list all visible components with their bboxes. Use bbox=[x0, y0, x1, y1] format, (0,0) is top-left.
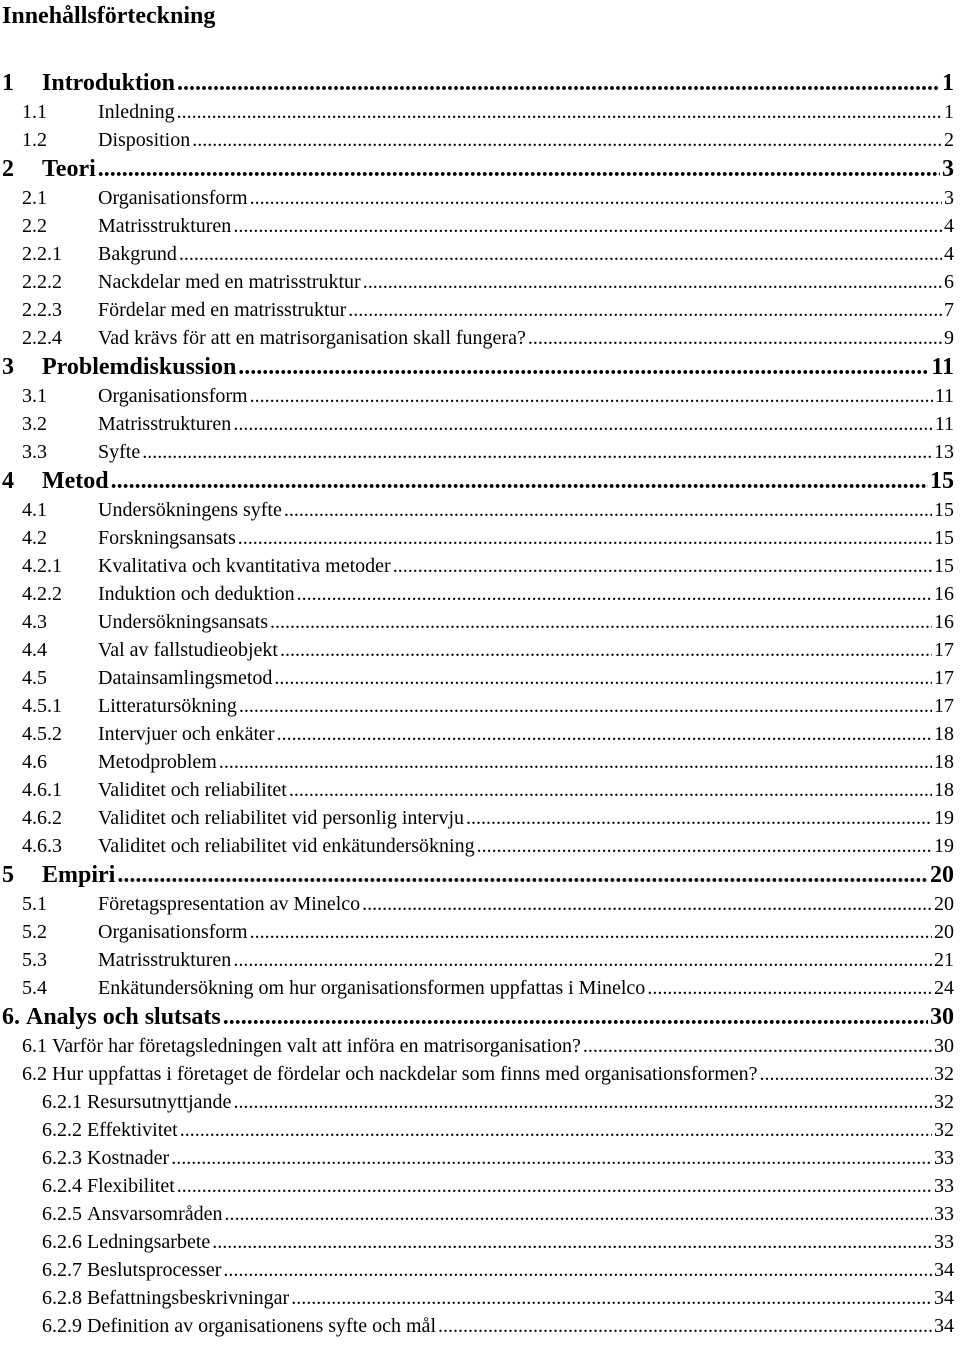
toc-entry-title: Resursutnyttjande bbox=[87, 1091, 232, 1113]
toc-entry-page: 32 bbox=[934, 1063, 954, 1085]
toc-dot-leader bbox=[291, 1284, 932, 1312]
toc-entry[interactable] bbox=[0, 860, 960, 890]
toc-dot-leader bbox=[250, 918, 932, 946]
toc-entry-title: Enkätundersökning om hur organisationsformen uppfattas i Minelco bbox=[98, 977, 646, 999]
toc-entry-title: Fördelar med en matrisstruktur bbox=[98, 299, 347, 321]
toc-entry-page: 11 bbox=[934, 413, 954, 435]
toc-entry-page: 30 bbox=[934, 1035, 954, 1057]
toc-entry-page: 17 bbox=[934, 667, 954, 689]
toc-dot-leader bbox=[250, 184, 942, 212]
toc-entry-page: 6 bbox=[944, 271, 954, 293]
toc-entry[interactable] bbox=[0, 1002, 960, 1032]
toc-entry-number: 2.2 bbox=[22, 215, 47, 237]
toc-entry-page: 21 bbox=[934, 949, 954, 971]
toc-entry-page: 32 bbox=[934, 1091, 954, 1113]
toc-entry[interactable] bbox=[0, 68, 960, 98]
toc-entry-page: 33 bbox=[934, 1203, 954, 1225]
toc-entry[interactable] bbox=[0, 1312, 960, 1340]
toc-entry[interactable] bbox=[0, 946, 960, 974]
toc-entry-number: 4.3 bbox=[22, 611, 47, 633]
toc-entry-title: Empiri bbox=[42, 862, 116, 888]
toc-dot-leader bbox=[760, 1060, 933, 1088]
toc-entry-number: 4.5 bbox=[22, 667, 47, 689]
toc-dot-leader bbox=[583, 1032, 932, 1060]
toc-entry-title: Metod bbox=[42, 468, 109, 494]
toc-entry-page: 34 bbox=[934, 1315, 954, 1337]
toc-entry-number: 3.3 bbox=[22, 441, 47, 463]
toc-entry[interactable] bbox=[0, 608, 960, 636]
toc-entry-number: 2.1 bbox=[22, 187, 47, 209]
toc-entry[interactable] bbox=[0, 1116, 960, 1144]
toc-entry[interactable] bbox=[0, 1032, 960, 1060]
toc-entry[interactable] bbox=[0, 720, 960, 748]
toc-entry-number: 4.6.1 bbox=[22, 779, 62, 801]
toc-entry-number: 2.2.1 bbox=[22, 243, 62, 265]
toc-entry-page: 1 bbox=[942, 70, 954, 96]
toc-dot-leader bbox=[284, 496, 932, 524]
toc-entry-page: 19 bbox=[934, 807, 954, 829]
toc-entry-number: 4.6.3 bbox=[22, 835, 62, 857]
toc-dot-leader bbox=[223, 1256, 932, 1284]
toc-entry-number: 6.2.2 bbox=[42, 1119, 82, 1141]
toc-entry-title: Undersökningsansats bbox=[98, 611, 268, 633]
toc-entry[interactable] bbox=[0, 1172, 960, 1200]
toc-entry[interactable] bbox=[0, 776, 960, 804]
toc-entry[interactable] bbox=[0, 184, 960, 212]
toc-entry-number: 6. bbox=[2, 1004, 20, 1030]
toc-entry-title: Undersökningens syfte bbox=[98, 499, 282, 521]
toc-entry-page: 34 bbox=[934, 1259, 954, 1281]
toc-entry-page: 15 bbox=[934, 527, 954, 549]
toc-entry-number: 4.4 bbox=[22, 639, 47, 661]
toc-dot-leader bbox=[192, 126, 942, 154]
toc-entry-title: Forskningsansats bbox=[98, 527, 236, 549]
toc-entry-title: Vad krävs för att en matrisorganisation skall fungera? bbox=[98, 327, 526, 349]
toc-entry[interactable] bbox=[0, 296, 960, 324]
toc-entry-page: 19 bbox=[934, 835, 954, 857]
toc-entry[interactable] bbox=[0, 410, 960, 438]
toc-entry[interactable] bbox=[0, 126, 960, 154]
toc-entry-page: 20 bbox=[930, 862, 954, 888]
toc-entry-title: Matrisstrukturen bbox=[98, 215, 232, 237]
toc-entry-page: 16 bbox=[934, 611, 954, 633]
toc-dot-leader bbox=[363, 268, 942, 296]
toc-entry-title: Intervjuer och enkäter bbox=[98, 723, 275, 745]
toc-entry-page: 11 bbox=[934, 385, 954, 407]
toc-entry-page: 33 bbox=[934, 1147, 954, 1169]
toc-entry-number: 3 bbox=[2, 354, 14, 380]
toc-dot-leader bbox=[219, 748, 932, 776]
toc-entry-page: 16 bbox=[934, 583, 954, 605]
toc-entry[interactable] bbox=[0, 496, 960, 524]
toc-entry[interactable] bbox=[0, 352, 960, 382]
toc-entry-number: 2.2.4 bbox=[22, 327, 62, 349]
toc-dot-leader bbox=[177, 1172, 932, 1200]
toc-entry-title: Befattningsbeskrivningar bbox=[87, 1287, 290, 1309]
toc-entry-title: Analys och slutsats bbox=[26, 1004, 221, 1030]
toc-entry[interactable] bbox=[0, 636, 960, 664]
toc-entry-title: Syfte bbox=[98, 441, 141, 463]
toc-entry[interactable] bbox=[0, 1284, 960, 1312]
toc-dot-leader bbox=[393, 552, 932, 580]
toc-entry[interactable] bbox=[0, 324, 960, 352]
toc-dot-leader bbox=[233, 212, 942, 240]
toc-entry-number: 6.2.8 bbox=[42, 1287, 82, 1309]
toc-entry[interactable] bbox=[0, 240, 960, 268]
toc-entry-page: 9 bbox=[944, 327, 954, 349]
toc-entry-title: Företagspresentation av Minelco bbox=[98, 893, 361, 915]
toc-entry[interactable] bbox=[0, 918, 960, 946]
toc-dot-leader bbox=[297, 580, 932, 608]
toc-dot-leader bbox=[280, 636, 932, 664]
toc-entry-number: 4.2.2 bbox=[22, 583, 62, 605]
toc-entry-title: Litteratursökning bbox=[98, 695, 237, 717]
toc-entry-title: Varför har företagsledningen valt att införa en matrisorganisation? bbox=[52, 1035, 581, 1057]
toc-entry-number: 5 bbox=[2, 862, 14, 888]
toc-entry-number: 1.2 bbox=[22, 129, 47, 151]
toc-entry[interactable] bbox=[0, 382, 960, 410]
toc-entry-title: Ledningsarbete bbox=[87, 1231, 211, 1253]
toc-dot-leader bbox=[233, 410, 932, 438]
toc-dot-leader bbox=[270, 608, 932, 636]
toc-entry-title: Matrisstrukturen bbox=[98, 413, 232, 435]
toc-entry-number: 5.3 bbox=[22, 949, 47, 971]
toc-entry-number: 5.2 bbox=[22, 921, 47, 943]
toc-entry-title: Metodproblem bbox=[98, 751, 217, 773]
toc-entry-page: 15 bbox=[930, 468, 954, 494]
toc-entry-page: 32 bbox=[934, 1119, 954, 1141]
toc-entry-number: 3.1 bbox=[22, 385, 47, 407]
toc-entry-number: 6.2.4 bbox=[42, 1175, 82, 1197]
toc-entry[interactable] bbox=[0, 466, 960, 496]
toc-entry-page: 18 bbox=[934, 723, 954, 745]
toc-entry-title: Teori bbox=[42, 156, 96, 182]
toc-dot-leader bbox=[179, 240, 942, 268]
toc-entry[interactable] bbox=[0, 804, 960, 832]
toc-entry[interactable] bbox=[0, 212, 960, 240]
toc-dot-leader bbox=[274, 664, 932, 692]
toc-dot-leader bbox=[111, 466, 928, 496]
toc-entry-title: Beslutsprocesser bbox=[87, 1259, 222, 1281]
toc-dot-leader bbox=[225, 1200, 932, 1228]
toc-entry-title: Ansvarsområden bbox=[87, 1203, 223, 1225]
toc-entry-page: 11 bbox=[931, 354, 954, 380]
toc-entry-number: 6.2.7 bbox=[42, 1259, 82, 1281]
toc-entry-title: Hur uppfattas i företaget de fördelar och nackdelar som finns med organisationsformen? bbox=[52, 1063, 758, 1085]
toc-dot-leader bbox=[171, 1144, 932, 1172]
table-of-contents bbox=[0, 68, 960, 1340]
toc-entry-number: 6.2 bbox=[22, 1063, 47, 1085]
toc-entry-title: Matrisstrukturen bbox=[98, 949, 232, 971]
toc-dot-leader bbox=[98, 154, 940, 184]
toc-entry-title: Problemdiskussion bbox=[42, 354, 237, 380]
toc-entry-page: 30 bbox=[930, 1004, 954, 1030]
toc-entry[interactable] bbox=[0, 748, 960, 776]
toc-entry-number: 2.2.2 bbox=[22, 271, 62, 293]
toc-entry-number: 1.1 bbox=[22, 101, 47, 123]
toc-entry-title: Organisationsform bbox=[98, 187, 248, 209]
toc-dot-leader bbox=[238, 524, 932, 552]
toc-entry[interactable] bbox=[0, 580, 960, 608]
toc-entry-title: Introduktion bbox=[42, 70, 175, 96]
toc-dot-leader bbox=[239, 692, 932, 720]
toc-entry-title: Datainsamlingsmetod bbox=[98, 667, 273, 689]
toc-dot-leader bbox=[477, 832, 932, 860]
toc-entry[interactable] bbox=[0, 1060, 960, 1088]
toc-entry-page: 7 bbox=[944, 299, 954, 321]
toc-entry[interactable] bbox=[0, 1144, 960, 1172]
toc-entry-number: 1 bbox=[2, 70, 14, 96]
toc-dot-leader bbox=[289, 776, 932, 804]
toc-dot-leader bbox=[528, 324, 942, 352]
toc-entry-title: Validitet och reliabilitet vid enkätundersökning bbox=[98, 835, 475, 857]
toc-dot-leader bbox=[177, 68, 940, 98]
toc-entry-title: Definition av organisationens syfte och mål bbox=[87, 1315, 436, 1337]
toc-entry-page: 1 bbox=[944, 101, 954, 123]
toc-entry[interactable] bbox=[0, 832, 960, 860]
toc-entry-number: 4 bbox=[2, 468, 14, 494]
toc-entry-number: 6.2.9 bbox=[42, 1315, 82, 1337]
toc-entry-title: Val av fallstudieobjekt bbox=[98, 639, 278, 661]
toc-entry-title: Organisationsform bbox=[98, 921, 248, 943]
toc-entry-title: Organisationsform bbox=[98, 385, 248, 407]
toc-entry-number: 5.4 bbox=[22, 977, 47, 999]
toc-entry-number: 4.2.1 bbox=[22, 555, 62, 577]
toc-entry-title: Kvalitativa och kvantitativa metoder bbox=[98, 555, 391, 577]
toc-entry-title: Disposition bbox=[98, 129, 191, 151]
toc-title: Innehållsförteckning bbox=[2, 3, 216, 29]
toc-entry-number: 6.2.1 bbox=[42, 1091, 82, 1113]
toc-entry-title: Nackdelar med en matrisstruktur bbox=[98, 271, 361, 293]
toc-entry-number: 4.1 bbox=[22, 499, 47, 521]
toc-entry-number: 6.1 bbox=[22, 1035, 47, 1057]
toc-entry-title: Effektivitet bbox=[87, 1119, 178, 1141]
toc-entry-page: 15 bbox=[934, 499, 954, 521]
toc-dot-leader bbox=[223, 1002, 928, 1032]
toc-entry[interactable] bbox=[0, 552, 960, 580]
toc-entry-page: 17 bbox=[934, 639, 954, 661]
toc-dot-leader bbox=[277, 720, 932, 748]
toc-entry[interactable] bbox=[0, 524, 960, 552]
toc-dot-leader bbox=[180, 1116, 932, 1144]
toc-entry-title: Bakgrund bbox=[98, 243, 177, 265]
toc-entry-number: 6.2.5 bbox=[42, 1203, 82, 1225]
toc-entry[interactable] bbox=[0, 154, 960, 184]
toc-entry-number: 4.6.2 bbox=[22, 807, 62, 829]
toc-dot-leader bbox=[250, 382, 933, 410]
toc-entry-page: 18 bbox=[934, 779, 954, 801]
toc-entry-page: 4 bbox=[944, 215, 954, 237]
toc-entry-page: 4 bbox=[944, 243, 954, 265]
toc-dot-leader bbox=[438, 1312, 932, 1340]
toc-entry-title: Induktion och deduktion bbox=[98, 583, 295, 605]
toc-entry-page: 3 bbox=[942, 156, 954, 182]
toc-entry-number: 3.2 bbox=[22, 413, 47, 435]
toc-entry-page: 20 bbox=[934, 921, 954, 943]
toc-dot-leader bbox=[238, 352, 929, 382]
toc-dot-leader bbox=[233, 946, 932, 974]
toc-dot-leader bbox=[647, 974, 932, 1002]
toc-entry-page: 17 bbox=[934, 695, 954, 717]
toc-entry-page: 13 bbox=[934, 441, 954, 463]
toc-entry-title: Kostnader bbox=[87, 1147, 170, 1169]
toc-dot-leader bbox=[362, 890, 932, 918]
toc-entry-page: 24 bbox=[934, 977, 954, 999]
toc-entry[interactable] bbox=[0, 1256, 960, 1284]
toc-entry-page: 20 bbox=[934, 893, 954, 915]
toc-entry-page: 18 bbox=[934, 751, 954, 773]
toc-entry[interactable] bbox=[0, 1228, 960, 1256]
toc-dot-leader bbox=[142, 438, 932, 466]
toc-entry-number: 2.2.3 bbox=[22, 299, 62, 321]
toc-entry-title: Validitet och reliabilitet vid personlig intervju bbox=[98, 807, 465, 829]
toc-dot-leader bbox=[348, 296, 942, 324]
toc-entry-number: 6.2.6 bbox=[42, 1231, 82, 1253]
toc-entry[interactable] bbox=[0, 890, 960, 918]
toc-entry-page: 33 bbox=[934, 1175, 954, 1197]
toc-entry-page: 2 bbox=[944, 129, 954, 151]
toc-entry-number: 5.1 bbox=[22, 893, 47, 915]
toc-entry-page: 34 bbox=[934, 1287, 954, 1309]
toc-entry-number: 6.2.3 bbox=[42, 1147, 82, 1169]
toc-dot-leader bbox=[117, 860, 928, 890]
toc-entry-number: 4.5.2 bbox=[22, 723, 62, 745]
toc-entry-number: 2 bbox=[2, 156, 14, 182]
toc-entry-page: 3 bbox=[944, 187, 954, 209]
toc-entry-title: Validitet och reliabilitet bbox=[98, 779, 287, 801]
toc-entry[interactable] bbox=[0, 1200, 960, 1228]
toc-entry[interactable] bbox=[0, 664, 960, 692]
toc-entry-title: Inledning bbox=[98, 101, 175, 123]
toc-entry[interactable] bbox=[0, 1088, 960, 1116]
toc-entry[interactable] bbox=[0, 974, 960, 1002]
toc-entry-number: 4.2 bbox=[22, 527, 47, 549]
toc-entry[interactable] bbox=[0, 98, 960, 126]
toc-entry[interactable] bbox=[0, 268, 960, 296]
toc-entry[interactable] bbox=[0, 438, 960, 466]
toc-dot-leader bbox=[466, 804, 932, 832]
toc-entry[interactable] bbox=[0, 692, 960, 720]
toc-entry-title: Flexibilitet bbox=[87, 1175, 175, 1197]
toc-dot-leader bbox=[177, 98, 942, 126]
toc-entry-number: 4.6 bbox=[22, 751, 47, 773]
toc-entry-number: 4.5.1 bbox=[22, 695, 62, 717]
toc-entry-page: 33 bbox=[934, 1231, 954, 1253]
toc-dot-leader bbox=[212, 1228, 932, 1256]
toc-entry-page: 15 bbox=[934, 555, 954, 577]
toc-dot-leader bbox=[233, 1088, 932, 1116]
